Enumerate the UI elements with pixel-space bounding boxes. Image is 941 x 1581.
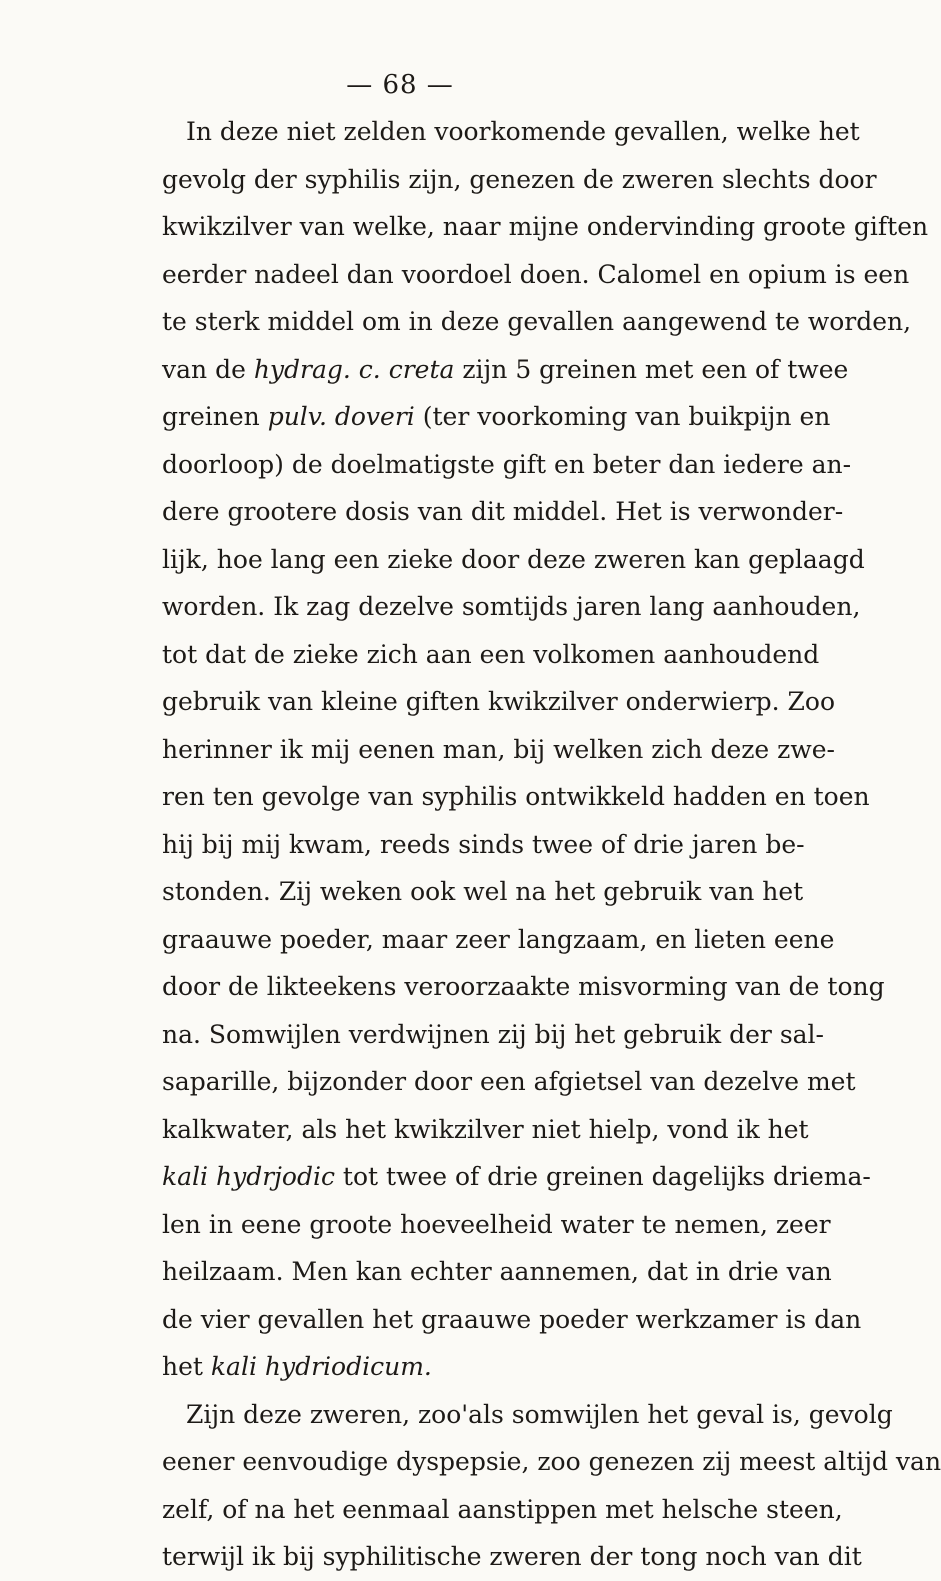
- text-segment: stonden. Zij weken ook wel na het gebruik van het: [162, 877, 804, 906]
- text-line: [162, 1011, 824, 1059]
- text-segment: (ter voorkoming van buikpijn en: [414, 402, 831, 431]
- text-segment: terwijl ik bij syphilitische zweren der tong noch van dit: [162, 1542, 862, 1571]
- text-segment: heilzaam. Men kan echter aannemen, dat in drie van: [162, 1257, 832, 1286]
- text-segment: eener eenvoudige dyspepsie, zoo genezen zij meest altijd van: [162, 1447, 941, 1476]
- text-line: [162, 1296, 862, 1344]
- text-segment: kalkwater, als het kwikzilver niet hielp, vond ik het: [162, 1114, 809, 1144]
- text-segment: Zijn deze zweren, zoo'als somwijlen het geval is, gevolg: [186, 1399, 893, 1429]
- italic-term: hydrag. c. creta: [253, 354, 455, 384]
- page-number: — 68 —: [346, 70, 454, 100]
- text-segment: kwikzilver van welke, naar mijne ondervinding groote giften: [162, 212, 929, 241]
- italic-term: kali hydrjodic: [162, 1162, 335, 1191]
- text-line: [162, 678, 836, 726]
- text-line: [162, 583, 861, 631]
- text-line: [162, 868, 804, 916]
- text-line: [162, 251, 910, 299]
- text-line: [162, 726, 835, 774]
- text-segment: herinner ik mij eenen man, bij welken zich deze zwe-: [162, 734, 835, 764]
- text-segment: tot twee of drie greinen dagelijks driema-: [334, 1162, 871, 1191]
- text-line: [162, 1058, 856, 1106]
- text-segment: te sterk middel om in deze gevallen aangewend te worden,: [162, 307, 912, 336]
- text-line: [162, 1248, 832, 1296]
- text-segment: In deze niet zelden voorkomende gevallen, welke het: [186, 117, 860, 146]
- text-line: [162, 1153, 871, 1201]
- text-segment: saparille, bijzonder door een afgietsel van dezelve met: [162, 1067, 856, 1096]
- text-segment: het: [162, 1352, 211, 1381]
- text-line: [162, 1106, 809, 1154]
- text-segment: len in eene groote hoeveelheid water te nemen, zeer: [162, 1209, 831, 1239]
- text-segment: door de likteekens veroorzaakte misvorming van de tong: [162, 972, 885, 1001]
- text-segment: de vier gevallen het graauwe poeder werkzamer is dan: [162, 1304, 862, 1334]
- text-line: [162, 1343, 732, 1391]
- text-line: [162, 441, 852, 489]
- italic-term: kali hydriodicum.: [210, 1352, 432, 1381]
- text-segment: graauwe poeder, maar zeer langzaam, en lieten eene: [162, 924, 835, 954]
- text-line: [162, 393, 831, 441]
- text-line: [162, 631, 820, 679]
- text-segment: gebruik van kleine giften kwikzilver onderwierp. Zoo: [162, 687, 836, 716]
- text-segment: gevolg der syphilis zijn, genezen de zweren slechts door: [162, 164, 877, 194]
- text-line: [162, 1438, 941, 1486]
- text-segment: tot dat de zieke zich aan een volkomen aanhoudend: [162, 639, 820, 669]
- text-line: [162, 488, 844, 536]
- text-line: [162, 108, 860, 156]
- body-text: [162, 108, 941, 1581]
- text-segment: ren ten gevolge van syphilis ontwikkeld hadden en toen: [162, 782, 870, 811]
- text-segment: greinen: [162, 402, 268, 431]
- text-line: [162, 1391, 893, 1439]
- text-line: [162, 821, 805, 869]
- text-line: [162, 346, 849, 394]
- text-line: [162, 916, 835, 964]
- text-segment: eerder nadeel dan voordoel doen. Calomel en opium is een: [162, 259, 910, 289]
- italic-term: pulv. doveri: [267, 402, 415, 431]
- text-segment: na. Somwijlen verdwijnen zij bij het gebruik der sal-: [162, 1019, 824, 1049]
- text-segment: zijn 5 greinen met een of twee: [454, 354, 849, 384]
- text-line: [162, 1533, 862, 1581]
- text-line: [162, 203, 929, 251]
- text-segment: hij bij mij kwam, reeds sinds twee of drie jaren be-: [162, 829, 805, 859]
- text-segment: zelf, of na het eenmaal aanstippen met helsche steen,: [162, 1494, 843, 1524]
- text-line: [162, 1201, 831, 1249]
- text-line: [162, 298, 912, 346]
- text-line: [162, 536, 865, 584]
- text-segment: dere grootere dosis van dit middel. Het is verwonder-: [162, 497, 844, 526]
- text-segment: van de: [162, 354, 254, 384]
- text-line: [162, 963, 885, 1011]
- text-line: [162, 156, 877, 204]
- text-segment: worden. Ik zag dezelve somtijds jaren lang aanhouden,: [162, 592, 861, 621]
- text-segment: lijk, hoe lang een zieke door deze zweren kan geplaagd: [162, 544, 865, 574]
- text-line: [162, 1486, 843, 1534]
- text-segment: doorloop) de doelmatigste gift en beter dan iedere an-: [162, 449, 852, 479]
- text-line: [162, 773, 870, 821]
